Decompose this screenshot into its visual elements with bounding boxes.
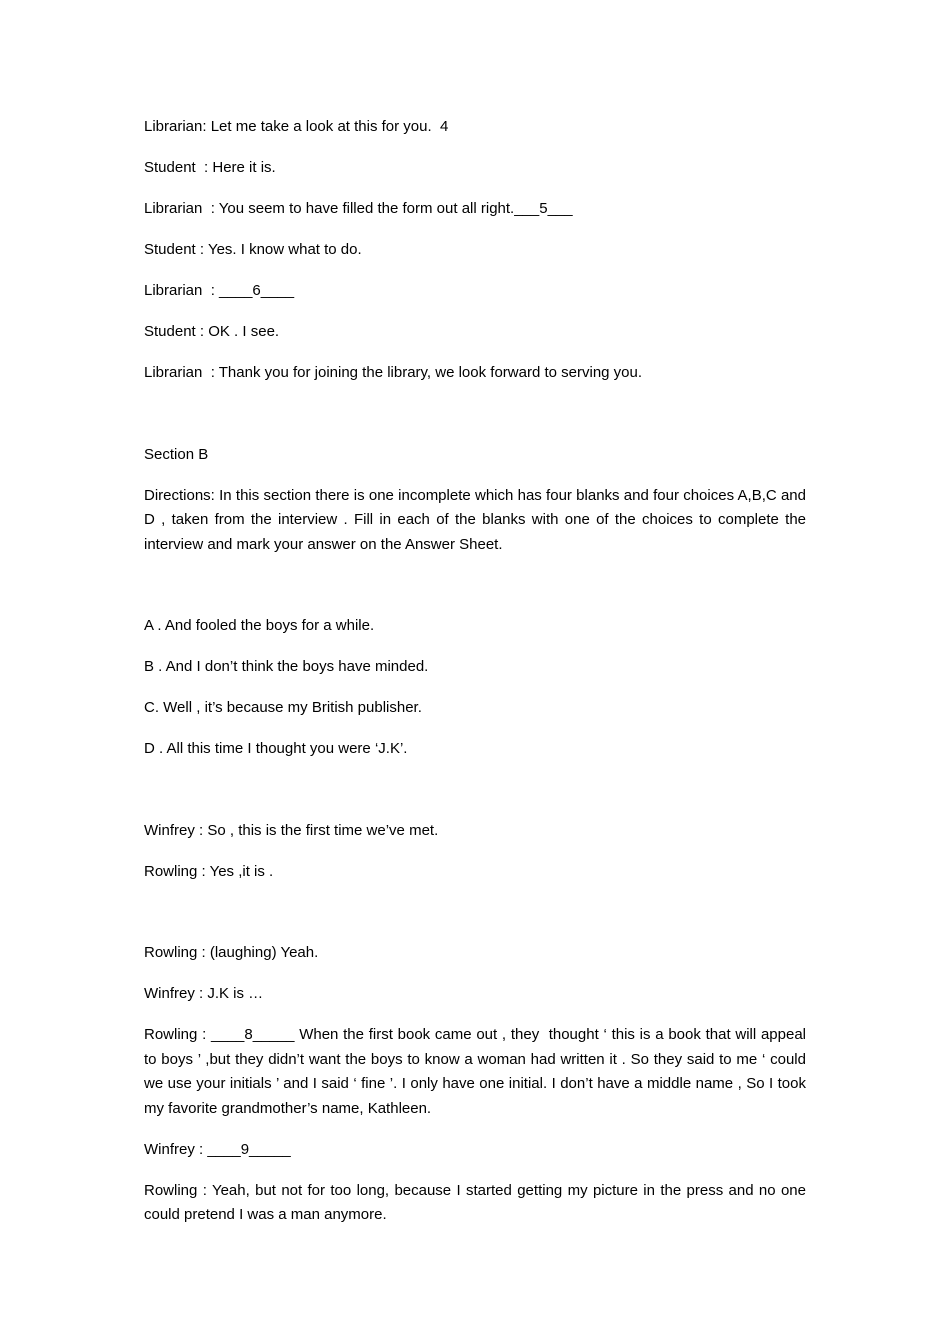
interview-line: Winfrey : So , this is the first time we’ve met. [144,821,439,839]
section-b-directions: Directions: In this section there is one incomplete which has four blanks and four choices A,B,C and D , taken from the interview . Fill in each of the blanks with one of the choices to complete the interview and mark your answer on the Answer Sheet. [144,486,811,553]
dialogue-line: Librarian : ____6____ [144,282,295,299]
choice-item: B . And I don’t think the boys have minded. [144,658,429,675]
dialogue-line: Student : Here it is. [144,159,276,176]
choice-item: C. Well , it’s because my British publisher. [144,699,422,716]
library-dialogue [144,115,806,386]
blank-line [144,402,806,443]
choice-item: A . And fooled the boys for a while. [144,617,375,634]
interview-line: Rowling : ____8_____ When the first book came out , they thought ‘ this is a book that will appeal to boys ’ ,but they didn’t want the boys to know a woman had written it . So they said to me ‘ could we use your initials ’ and I said ‘ fine ’. I only have one initial. I don’t have a middle name , So I took my favorite grandmother’s name, Kathleen. [144,1026,811,1117]
blank-line [144,901,806,942]
interview-line: Rowling : Yes ,it is . [144,862,274,880]
blank-line [144,778,806,819]
interview-part-2 [144,941,811,1228]
interview-line: Rowling : Yeah, but not for too long, because I started getting my picture in the press and no one could pretend I was a man anymore. [144,1181,811,1223]
dialogue-line: Librarian : Thank you for joining the library, we look forward to serving you. [144,364,643,381]
interview-line: Winfrey : J.K is … [144,985,264,1002]
dialogue-line: Student : Yes. I know what to do. [144,241,362,258]
section-b-title: Section B [144,445,209,463]
blank-line [144,574,806,615]
choices-list [144,614,806,762]
dialogue-line: Librarian: Let me take a look at this for you. 4 [144,118,449,135]
choice-item: D . All this time I thought you were ‘J.K’. [144,740,408,757]
document-page [144,115,811,1244]
interview-line: Winfrey : ____9_____ [144,1140,291,1158]
interview-line: Rowling : (laughing) Yeah. [144,944,319,961]
dialogue-line: Student : OK . I see. [144,323,280,340]
interview-part-1 [144,819,806,885]
dialogue-line: Librarian : You seem to have filled the form out all right.___5___ [144,200,573,217]
